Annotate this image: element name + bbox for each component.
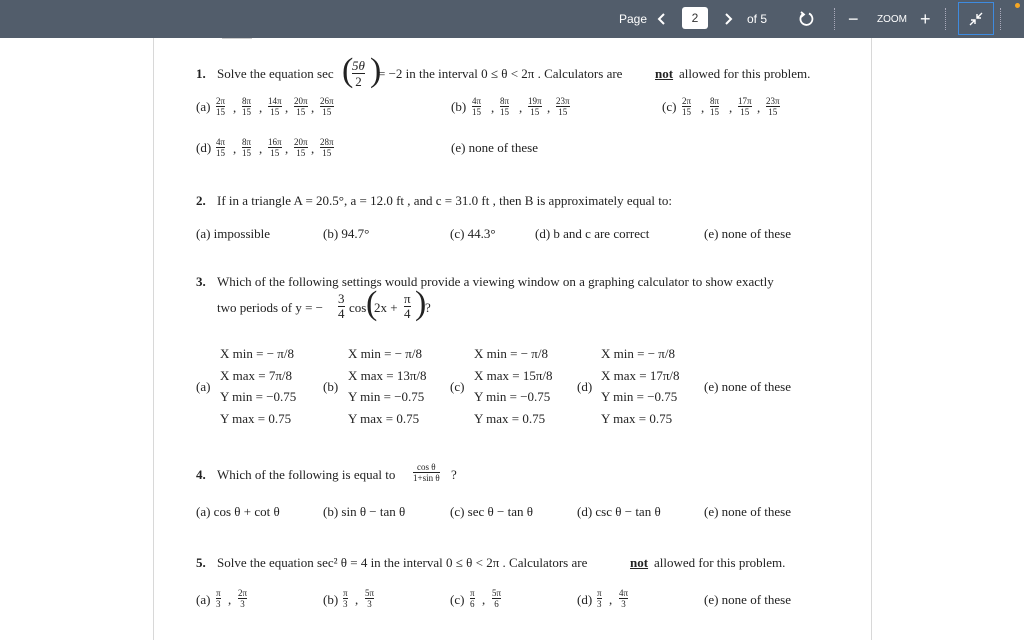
q1-b-fraction-1-num: 8π: [500, 96, 510, 106]
q2-option-d[interactable]: (d) b and c are correct: [535, 226, 650, 241]
q1-d-fraction-0: [216, 137, 225, 158]
q1-b-fraction-0-num: 4π: [472, 96, 482, 106]
q1-b-fraction-1: [500, 96, 509, 117]
comma: ,: [519, 100, 523, 115]
q1-d-fraction-4: [320, 137, 334, 158]
q3-option-d-xmin: X min = − π/8: [601, 346, 675, 361]
q5-option-b-frac2: [365, 588, 374, 609]
comma: ,: [609, 592, 613, 607]
q2-option-b[interactable]: (b) 94.7°: [323, 226, 370, 241]
prev-page-button[interactable]: [656, 0, 668, 38]
q1-not: not: [655, 66, 674, 81]
q1-a-fraction-2-den: 15: [270, 107, 280, 117]
q1-c-fraction-3: [766, 96, 780, 117]
q3-option-c-xmin: X min = − π/8: [474, 346, 548, 361]
q5-option-d-frac1: [597, 588, 602, 609]
q1-b-fraction-3-den: 15: [558, 107, 568, 117]
q1-a-fraction-0-den: 15: [216, 107, 226, 117]
q1-a-fraction-1: [242, 96, 251, 117]
q3-option-b-ymin: Y min = −0.75: [348, 389, 425, 404]
q5-text-b: allowed for this problem.: [654, 555, 786, 570]
q1-b-fraction-2-den: 15: [530, 107, 540, 117]
chevron-right-icon: [722, 12, 734, 26]
q1-b-fraction-2: [528, 96, 542, 117]
q3-option-a-ymax: Y max = 0.75: [220, 411, 292, 426]
q4-option-a[interactable]: (a) cos θ + cot θ: [196, 504, 280, 519]
comma: ,: [233, 141, 237, 156]
zoom-label: [877, 0, 907, 38]
q5-option-c-frac1: [470, 588, 475, 609]
q1-c-fraction-2-den: 15: [740, 107, 750, 117]
q1-a-fraction-2-num: 14π: [268, 96, 282, 106]
q1-option-a-label[interactable]: (a): [196, 99, 211, 114]
q4-option-d[interactable]: (d) csc θ − tan θ: [577, 504, 661, 519]
q1-paren-right: ): [370, 52, 382, 89]
q1-b-fraction-2-num: 19π: [528, 96, 542, 106]
q3-paren-a: 2x +: [374, 300, 398, 315]
q5-option-a-label[interactable]: (a): [196, 592, 211, 607]
q4-option-b[interactable]: (b) sin θ − tan θ: [323, 504, 406, 519]
q1-d-fraction-3-den: 15: [296, 148, 306, 158]
q4-number: 4.: [196, 467, 206, 482]
q3-qmark: ?: [425, 300, 431, 315]
q1-d-fraction-4-den: 15: [322, 148, 332, 158]
q1-c-fraction-0-num: 2π: [682, 96, 692, 106]
rotate-icon: [798, 10, 816, 28]
q1-option-e[interactable]: (e) none of these: [451, 140, 538, 155]
page-total-text: of 5: [747, 12, 768, 26]
q3-option-a-ymin: Y min = −0.75: [220, 389, 297, 404]
toolbar-divider: [1000, 8, 1001, 30]
zoom-in-icon: +: [920, 8, 931, 29]
q1-c-fraction-2: [738, 96, 752, 117]
comma: ,: [311, 100, 315, 115]
q3-paren-left: (: [366, 285, 378, 322]
q5-option-d-label[interactable]: (d): [577, 592, 593, 607]
q5-option-d-frac1-num: π: [597, 588, 602, 598]
q1-d-fraction-1-den: 15: [242, 148, 252, 158]
q1-d-fraction-0-num: 4π: [216, 137, 226, 147]
q4-option-c[interactable]: (c) sec θ − tan θ: [450, 504, 533, 519]
q3-text2: two periods of y = −: [217, 300, 324, 315]
q5-option-c-frac1-den: 6: [470, 599, 475, 609]
q1-d-fraction-1-num: 8π: [242, 137, 252, 147]
comma: ,: [482, 592, 486, 607]
q3-paren-right: ): [415, 285, 427, 322]
q3-option-a-label[interactable]: (a): [196, 379, 211, 394]
q3-option-c-ymin: Y min = −0.75: [474, 389, 551, 404]
q3-option-d-ymin: Y min = −0.75: [601, 389, 678, 404]
q5-option-c-label[interactable]: (c): [450, 592, 465, 607]
q3-option-b-label[interactable]: (b): [323, 379, 339, 394]
q5-option-a-frac2-num: 2π: [238, 588, 248, 598]
q1-d-fraction-2: [268, 137, 282, 158]
page-number-input[interactable]: 2: [682, 7, 708, 29]
q3-number: 3.: [196, 274, 206, 289]
rotate-button[interactable]: [798, 0, 816, 38]
q1-a-fraction-0: [216, 96, 225, 117]
q2-option-a[interactable]: (a) impossible: [196, 226, 271, 241]
q5-option-b-label[interactable]: (b): [323, 592, 339, 607]
q5-option-d-frac1-den: 3: [597, 599, 602, 609]
q3-option-c-label[interactable]: (c): [450, 379, 465, 394]
left-gutter: [0, 38, 153, 640]
zoom-out-icon: −: [848, 8, 859, 29]
q1-c-fraction-1-num: 8π: [710, 96, 720, 106]
q5-option-a-frac1-den: 3: [216, 599, 221, 609]
q3-option-a-xmin: X min = − π/8: [220, 346, 294, 361]
pdf-toolbar: [0, 0, 1024, 38]
q3-text: Which of the following settings would provide a viewing window on a graphing calculator to show exactly: [217, 274, 774, 289]
q1-a-fraction-1-den: 15: [242, 107, 252, 117]
comma: ,: [228, 592, 232, 607]
q3-option-d-xmax: X max = 17π/8: [601, 368, 680, 383]
comma: ,: [701, 100, 705, 115]
q4-qmark: ?: [451, 467, 457, 482]
pdf-page: [153, 38, 872, 640]
q1-c-fraction-3-den: 15: [768, 107, 778, 117]
comma: ,: [285, 141, 289, 156]
q5-option-a-frac2: [238, 588, 247, 609]
comma: ,: [355, 592, 359, 607]
q3-coef-den: 4: [338, 306, 345, 321]
q5-option-c-frac2: [492, 588, 501, 609]
q1-b-fraction-3-num: 23π: [556, 96, 570, 106]
q1-a-fraction-3: [294, 96, 308, 117]
q3-option-b-xmax: X max = 13π/8: [348, 368, 427, 383]
q1-a-fraction-4: [320, 96, 334, 117]
q3-pi-fraction: [404, 292, 411, 321]
q5-option-b-frac1-den: 3: [343, 599, 348, 609]
q5-not: not: [630, 555, 649, 570]
collapse-button[interactable]: [958, 2, 994, 35]
q1-option-c-label[interactable]: (c): [662, 99, 677, 114]
page-divider-line: [222, 38, 252, 39]
q3-coef-num: 3: [338, 291, 345, 306]
q3-option-b-xmin: X min = − π/8: [348, 346, 422, 361]
q1-a-fraction-1-num: 8π: [242, 96, 252, 106]
q5-option-c-frac2-den: 6: [494, 599, 499, 609]
q2-option-e[interactable]: (e) none of these: [704, 226, 791, 241]
q3-option-a-xmax: X max = 7π/8: [220, 368, 293, 383]
q1-arg-fraction: [352, 58, 365, 89]
toolbar-divider: [945, 8, 946, 30]
q3-option-b-ymax: Y max = 0.75: [348, 411, 420, 426]
q5-option-e[interactable]: (e) none of these: [704, 592, 791, 607]
collapse-icon: [968, 11, 984, 27]
q5-number: 5.: [196, 555, 206, 570]
q4-text: Which of the following is equal to: [217, 467, 396, 482]
q1-text-a: Solve the equation sec: [217, 66, 334, 81]
q3-option-c-xmax: X max = 15π/8: [474, 368, 553, 383]
q5-option-b-frac1-num: π: [343, 588, 348, 598]
comma: ,: [729, 100, 733, 115]
q1-text-c: allowed for this problem.: [679, 66, 811, 81]
q1-b-fraction-3: [556, 96, 570, 117]
q1-d-fraction-3: [294, 137, 308, 158]
q1-option-b-label[interactable]: (b): [451, 99, 467, 114]
next-page-button[interactable]: [722, 0, 734, 38]
q3-option-c-ymax: Y max = 0.75: [474, 411, 546, 426]
q4-frac-den: 1+sin θ: [413, 473, 440, 483]
q5-option-a-frac1: [216, 588, 221, 609]
comma: ,: [233, 100, 237, 115]
q5-option-c-frac2-num: 5π: [492, 588, 502, 598]
q1-paren-left: (: [342, 52, 354, 89]
page-total: [747, 0, 767, 38]
q1-c-fraction-0: [682, 96, 691, 117]
toolbar-divider: [834, 8, 835, 30]
q1-arg-den: 2: [355, 74, 362, 89]
comma: ,: [259, 141, 263, 156]
q5-option-d-frac2: [619, 588, 628, 609]
q1-a-fraction-4-den: 15: [322, 107, 332, 117]
q1-a-fraction-3-den: 15: [296, 107, 306, 117]
comma: ,: [491, 100, 495, 115]
q3-option-d-label[interactable]: (d): [577, 379, 593, 394]
q1-a-fraction-2: [268, 96, 282, 117]
q5-option-b-frac1: [343, 588, 348, 609]
q1-number: 1.: [196, 66, 206, 81]
q5-option-a-frac1-num: π: [216, 588, 221, 598]
zoom-label-text: ZOOM: [877, 13, 907, 25]
q4-option-e[interactable]: (e) none of these: [704, 504, 791, 519]
comma: ,: [311, 141, 315, 156]
q1-b-fraction-0-den: 15: [472, 107, 482, 117]
q1-a-fraction-3-num: 20π: [294, 96, 308, 106]
q3-pi-den: 4: [404, 306, 411, 321]
q2-text: If in a triangle A = 20.5°, a = 12.0 ft , and c = 31.0 ft , then B is approximately equal to:: [217, 193, 673, 208]
comma: ,: [757, 100, 761, 115]
q1-c-fraction-2-num: 17π: [738, 96, 752, 106]
q1-text-b: = −2 in the interval 0 ≤ θ < 2π . Calculators are: [378, 66, 623, 81]
q5-option-b-frac2-num: 5π: [365, 588, 375, 598]
q5-option-a-frac2-den: 3: [240, 599, 245, 609]
q1-d-fraction-2-num: 16π: [268, 137, 282, 147]
q1-c-fraction-1-den: 15: [710, 107, 720, 117]
q3-pi-num: π: [404, 291, 411, 306]
zoom-in-button[interactable]: [920, 0, 931, 38]
comma: ,: [285, 100, 289, 115]
q3-cos: cos: [349, 300, 367, 315]
q4-frac-num: cos θ: [417, 462, 436, 472]
q1-d-fraction-0-den: 15: [216, 148, 226, 158]
comma: ,: [259, 100, 263, 115]
q2-number: 2.: [196, 193, 206, 208]
q1-d-fraction-3-num: 20π: [294, 137, 308, 147]
q1-a-fraction-0-num: 2π: [216, 96, 226, 106]
q4-fraction: [413, 462, 440, 483]
q5-option-b-frac2-den: 3: [367, 599, 372, 609]
page-label: [619, 0, 647, 38]
page-label-text: Page: [619, 12, 648, 26]
q5-text-a: Solve the equation sec² θ = 4 in the interval 0 ≤ θ < 2π . Calculators are: [217, 555, 588, 570]
q1-d-fraction-4-num: 28π: [320, 137, 334, 147]
notification-dot: [1015, 3, 1020, 8]
q1-d-fraction-1: [242, 137, 251, 158]
q1-b-fraction-1-den: 15: [500, 107, 510, 117]
comma: ,: [547, 100, 551, 115]
q3-option-d-ymax: Y max = 0.75: [601, 411, 673, 426]
q1-c-fraction-0-den: 15: [682, 107, 692, 117]
zoom-out-button[interactable]: [848, 0, 859, 38]
q3-option-e[interactable]: (e) none of these: [704, 379, 791, 394]
q5-option-d-frac2-num: 4π: [619, 588, 629, 598]
q1-c-fraction-1: [710, 96, 719, 117]
q1-arg-num: 5θ: [352, 58, 365, 73]
q3-coef-fraction: [338, 292, 345, 321]
q1-a-fraction-4-num: 26π: [320, 96, 334, 106]
chevron-left-icon: [656, 12, 668, 26]
q5-option-d-frac2-den: 3: [621, 599, 626, 609]
q5-option-c-frac1-num: π: [470, 588, 475, 598]
q1-option-d-label[interactable]: (d): [196, 140, 212, 155]
q2-option-c[interactable]: (c) 44.3°: [450, 226, 496, 241]
q1-b-fraction-0: [472, 96, 481, 117]
q1-c-fraction-3-num: 23π: [766, 96, 780, 106]
q1-d-fraction-2-den: 15: [270, 148, 280, 158]
